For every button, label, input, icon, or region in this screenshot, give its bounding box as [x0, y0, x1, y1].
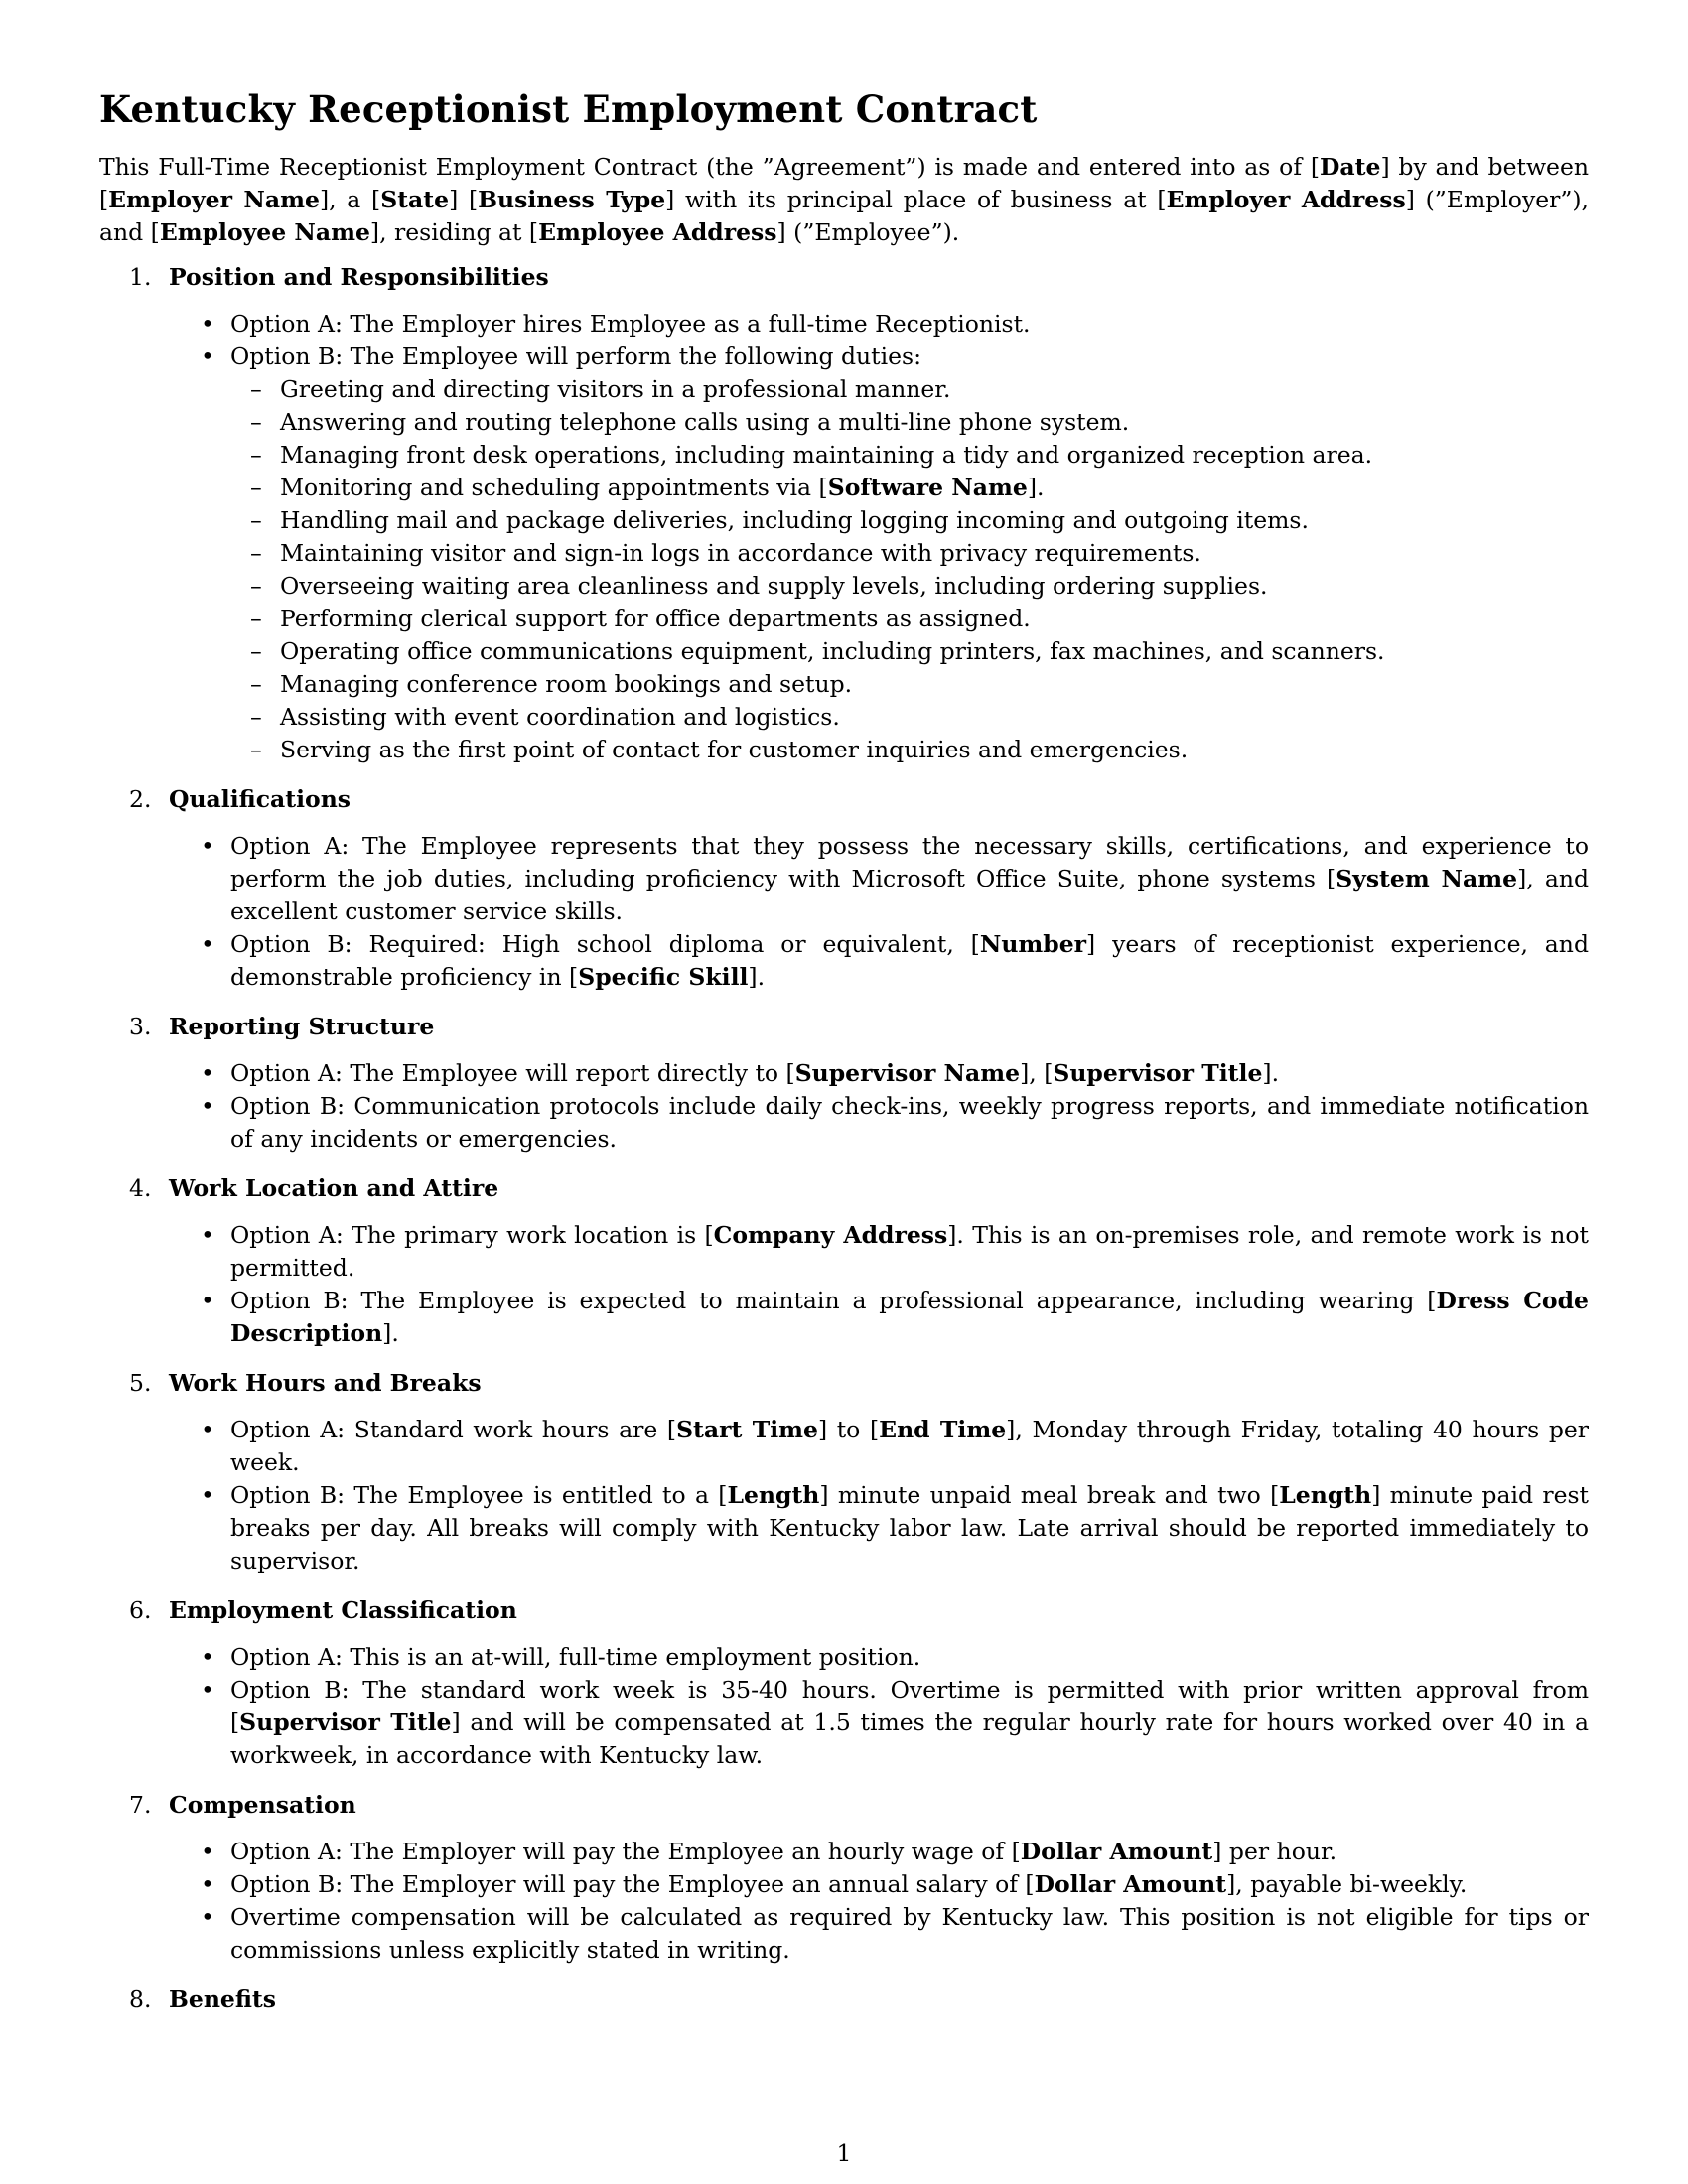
dash-icon: –	[250, 375, 262, 403]
option-item	[169, 341, 1589, 766]
section-number: 4.	[129, 1174, 152, 1202]
placeholder-field: Software Name	[827, 474, 1028, 501]
text-run: ].	[748, 963, 766, 991]
section-title: Work Location and Attire	[169, 1174, 499, 1202]
section-3	[99, 1011, 1589, 1156]
section-list	[99, 261, 1589, 2016]
option-item	[169, 928, 1589, 994]
bullet-icon: •	[201, 1092, 214, 1120]
text-run: Option B: The standard work week is 35-40 hours. Overtime is permitted with prior written approval from [	[230, 1676, 1589, 1736]
text-run: Maintaining visitor and sign-in logs in accordance with privacy requirements.	[280, 539, 1201, 567]
option-list	[169, 1057, 1589, 1156]
duty-item	[230, 603, 1589, 635]
text-run: ] years of receptionist experience, and demonstrable proficiency in [	[230, 930, 1589, 991]
text-run: Option B: The Employer will pay the Employee an annual salary of [	[230, 1870, 1035, 1898]
section-number: 5.	[129, 1369, 152, 1397]
text-run: Greeting and directing visitors in a professional manner.	[280, 375, 951, 403]
placeholder-field: Length	[727, 1481, 820, 1509]
text-run: ] (”Employer”), and	[99, 186, 1590, 246]
placeholder-field: Dollar Amount	[1020, 1838, 1213, 1865]
text-run: Monitoring and scheduling appointments via [	[280, 474, 828, 501]
placeholder-field: Supervisor Name	[794, 1059, 1021, 1087]
duty-item	[230, 439, 1589, 472]
section-title: Employment Classification	[169, 1596, 517, 1624]
placeholder-field: Company Address	[713, 1221, 948, 1249]
duty-item	[230, 472, 1589, 504]
option-item	[169, 1285, 1589, 1350]
bullet-icon: •	[201, 1059, 214, 1087]
text-run: ] (”Employee”).	[776, 218, 960, 246]
text-run: ], a	[319, 186, 372, 213]
option-list	[169, 1219, 1589, 1350]
text-run: ], residing at	[369, 218, 529, 246]
section-number: 7.	[129, 1791, 152, 1819]
text-run: Option A: The Employee will report directly to [	[230, 1059, 795, 1087]
text-run: [	[99, 186, 109, 213]
duty-item	[230, 668, 1589, 701]
text-run: ].	[1262, 1059, 1280, 1087]
option-item	[169, 830, 1589, 928]
text-run: Performing clerical support for office departments as assigned.	[280, 605, 1031, 632]
duty-item	[230, 373, 1589, 406]
placeholder-field: Supervisor Title	[239, 1708, 452, 1736]
dash-icon: –	[250, 605, 262, 632]
section-title: Qualifications	[169, 785, 352, 813]
duty-item	[230, 537, 1589, 570]
dash-icon: –	[250, 736, 262, 763]
text-run: Option A: The primary work location is [	[230, 1221, 714, 1249]
section-title: Reporting Structure	[169, 1013, 435, 1040]
placeholder-field: Dollar Amount	[1034, 1870, 1227, 1898]
section-number: 8.	[129, 1985, 152, 2013]
placeholder-field: Employee Name	[159, 218, 370, 246]
option-list	[169, 308, 1589, 766]
option-list	[169, 1641, 1589, 1772]
bullet-icon: •	[201, 310, 214, 338]
option-item	[169, 1414, 1589, 1479]
option-item	[169, 1057, 1589, 1090]
text-run: ] and will be compensated at 1.5 times the regular hourly rate for hours worked over 40 in a workweek, in accordance with Kentucky law.	[230, 1708, 1589, 1769]
option-list	[169, 830, 1589, 994]
text-run: Assisting with event coordination and logistics.	[280, 703, 840, 731]
placeholder-field: Specific Skill	[578, 963, 749, 991]
dash-icon: –	[250, 441, 262, 469]
section-5	[99, 1367, 1589, 1577]
text-run: ], and excellent customer service skills.	[230, 865, 1590, 925]
placeholder-field: Employer Address	[1166, 186, 1406, 213]
placeholder-field: Business Type	[478, 186, 666, 213]
section-4	[99, 1172, 1589, 1350]
bullet-icon: •	[201, 930, 214, 958]
placeholder-field: Supervisor Title	[1053, 1059, 1263, 1087]
text-run: [	[1310, 153, 1321, 181]
text-run: Option A: The Employee represents that they possess the necessary skills, certifications, and experience to perform the job duties, including proficiency with Microsoft Office Suite, phone systems [	[230, 832, 1589, 892]
text-run: Option A: The Employer will pay the Employee an hourly wage of [	[230, 1838, 1021, 1865]
text-run: Option B: The Employee is entitled to a [	[230, 1481, 728, 1509]
duty-item	[230, 635, 1589, 668]
dash-icon: –	[250, 637, 262, 665]
text-run: Managing conference room bookings and setup.	[280, 670, 853, 698]
intro-paragraph	[99, 151, 1589, 249]
bullet-icon: •	[201, 1643, 214, 1671]
dash-icon: –	[250, 474, 262, 501]
option-item	[169, 1641, 1589, 1674]
text-run: [	[468, 186, 479, 213]
text-run: This Full-Time Receptionist Employment Contract (the ”Agreement”) is made and entered into as of	[99, 153, 1311, 181]
text-run: ], Monday through Friday, totaling 40 hours per week.	[230, 1416, 1590, 1476]
option-item	[169, 1901, 1589, 1967]
text-run: Managing front desk operations, including maintaining a tidy and organized reception area.	[280, 441, 1373, 469]
text-run: ] minute unpaid meal break and two [	[819, 1481, 1280, 1509]
contract-page	[99, 87, 1589, 2033]
placeholder-field: Length	[1279, 1481, 1372, 1509]
page-number: 1	[836, 2139, 852, 2167]
option-item	[169, 1868, 1589, 1901]
section-7	[99, 1789, 1589, 1967]
bullet-icon: •	[201, 1676, 214, 1704]
text-run: ].	[1027, 474, 1045, 501]
section-title: Position and Responsibilities	[169, 263, 549, 291]
dash-icon: –	[250, 670, 262, 698]
bullet-icon: •	[201, 342, 214, 370]
bullet-icon: •	[201, 1870, 214, 1898]
text-run: ] by and between	[1380, 153, 1590, 181]
section-title: Work Hours and Breaks	[169, 1369, 482, 1397]
section-title: Compensation	[169, 1791, 356, 1819]
section-2	[99, 783, 1589, 994]
duty-item	[230, 570, 1589, 603]
option-item	[169, 308, 1589, 341]
option-item	[169, 1090, 1589, 1156]
text-run: ], [	[1020, 1059, 1054, 1087]
placeholder-field: Employer Name	[108, 186, 320, 213]
placeholder-field: Start Time	[676, 1416, 818, 1443]
text-run: ].	[382, 1319, 399, 1347]
document-title: Kentucky Receptionist Employment Contract	[99, 87, 1038, 131]
option-list	[169, 1414, 1589, 1577]
bullet-icon: •	[201, 1481, 214, 1509]
section-title: Benefits	[169, 1985, 277, 2013]
dash-icon: –	[250, 703, 262, 731]
dash-icon: –	[250, 506, 262, 534]
text-run: Handling mail and package deliveries, including logging incoming and outgoing items.	[280, 506, 1309, 534]
dash-icon: –	[250, 408, 262, 436]
section-6	[99, 1594, 1589, 1772]
section-number: 1.	[129, 263, 152, 291]
duty-item	[230, 504, 1589, 537]
option-item	[169, 1836, 1589, 1868]
duty-item	[230, 406, 1589, 439]
text-run: Answering and routing telephone calls using a multi-line phone system.	[280, 408, 1130, 436]
placeholder-field: System Name	[1336, 865, 1518, 892]
text-run: ] with its principal place of business at	[665, 186, 1158, 213]
text-run: Serving as the first point of contact for customer inquiries and emergencies.	[280, 736, 1189, 763]
text-run: [	[150, 218, 160, 246]
text-run: [	[528, 218, 539, 246]
text-run: [	[371, 186, 381, 213]
text-run: ] to [	[817, 1416, 880, 1443]
text-run: [	[1157, 186, 1167, 213]
bullet-icon: •	[201, 1416, 214, 1443]
option-item	[169, 1674, 1589, 1772]
text-run: Option A: The Employer hires Employee as a full-time Receptionist.	[230, 310, 1031, 338]
placeholder-field: Date	[1320, 153, 1381, 181]
duty-item	[230, 734, 1589, 766]
bullet-icon: •	[201, 1838, 214, 1865]
dash-icon: –	[250, 572, 262, 600]
dash-icon: –	[250, 539, 262, 567]
option-list	[169, 1836, 1589, 1967]
section-8	[99, 1983, 1589, 2016]
text-run: Operating office communications equipment, including printers, fax machines, and scanners.	[280, 637, 1385, 665]
duty-item	[230, 701, 1589, 734]
bullet-icon: •	[201, 1287, 214, 1314]
text-run: Option B: The Employee is expected to maintain a professional appearance, including wearing [	[230, 1287, 1437, 1314]
section-1	[99, 261, 1589, 766]
text-run: Overtime compensation will be calculated as required by Kentucky law. This position is not eligible for tips or commissions unless explicitly stated in writing.	[230, 1903, 1589, 1964]
text-run: Option B: Communication protocols include daily check-ins, weekly progress reports, and immediate notification of any incidents or emergencies.	[230, 1092, 1589, 1153]
placeholder-field: End Time	[879, 1416, 1007, 1443]
text-run: Overseeing waiting area cleanliness and supply levels, including ordering supplies.	[280, 572, 1268, 600]
text-run: Option B: The Employee will perform the following duties:	[230, 342, 922, 370]
section-number: 2.	[129, 785, 152, 813]
placeholder-field: Dress Code Description	[230, 1287, 1589, 1347]
placeholder-field: Employee Address	[538, 218, 777, 246]
bullet-icon: •	[201, 832, 214, 860]
text-run: ] minute paid rest breaks per day. All breaks will comply with Kentucky labor law. Late arrival should be reported immediately to supervisor.	[230, 1481, 1589, 1574]
option-item	[169, 1479, 1589, 1577]
text-run: ]	[449, 186, 469, 213]
text-run: ] per hour.	[1212, 1838, 1337, 1865]
text-run: Option B: Required: High school diploma or equivalent, [	[230, 930, 980, 958]
bullet-icon: •	[201, 1903, 214, 1931]
section-number: 3.	[129, 1013, 152, 1040]
section-number: 6.	[129, 1596, 152, 1624]
bullet-icon: •	[201, 1221, 214, 1249]
duty-list	[230, 373, 1589, 766]
text-run: Option A: Standard work hours are [	[230, 1416, 677, 1443]
text-run: ], payable bi-weekly.	[1226, 1870, 1468, 1898]
text-run: Option A: This is an at-will, full-time employment position.	[230, 1643, 921, 1671]
placeholder-field: Number	[979, 930, 1087, 958]
text-run: ]. This is an on-premises role, and remote work is not permitted.	[230, 1221, 1589, 1282]
placeholder-field: State	[380, 186, 450, 213]
option-item	[169, 1219, 1589, 1285]
